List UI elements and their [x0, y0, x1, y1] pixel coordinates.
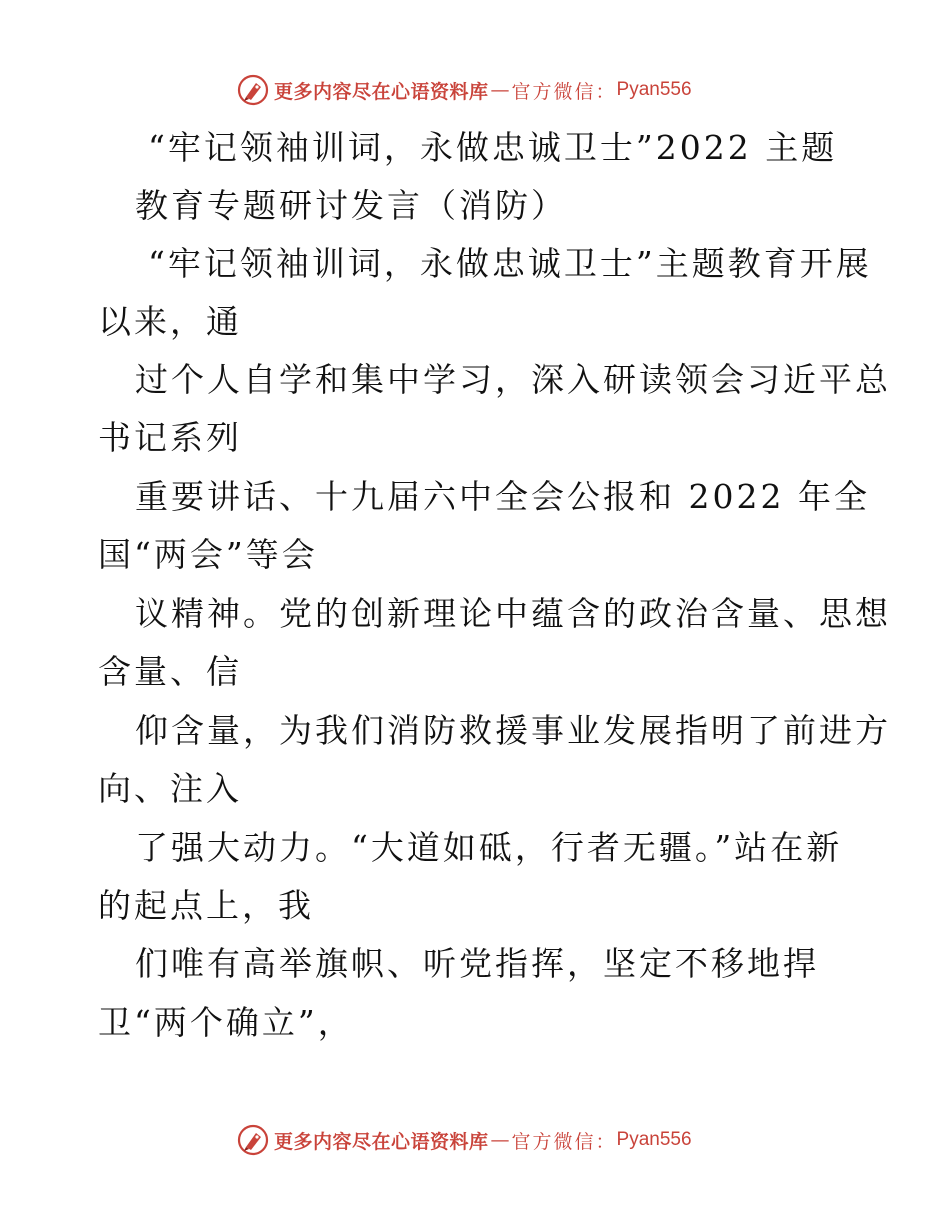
body-line: 的起点上，我	[98, 886, 314, 925]
pen-nib-logo-icon	[236, 73, 270, 107]
watermark-dash: —	[490, 1129, 510, 1151]
document-title-line-2: 教育专题研讨发言（消防）	[135, 186, 567, 225]
pen-nib-logo-icon	[236, 1123, 270, 1157]
body-line: 国“两会”等会	[98, 535, 318, 574]
watermark-wechat-id: Pyan556	[616, 79, 692, 100]
header-watermark	[236, 72, 756, 108]
watermark-wechat-label: 官方微信：	[511, 1130, 617, 1153]
body-line: 们唯有高举旗帜、听党指挥，坚定不移地捍	[135, 944, 819, 983]
body-line: 议精神。党的创新理论中蕴含的政治含量、思想	[135, 594, 891, 633]
body-line: 了强大动力。“大道如砥，行者无疆。”站在新	[135, 828, 843, 867]
body-line: 重要讲话、十九届六中全会公报和 2022 年全	[135, 477, 870, 516]
body-line: 含量、信	[98, 652, 242, 691]
body-line: 书记系列	[98, 418, 242, 457]
watermark-brand: 更多内容尽在心语资料库	[274, 1130, 489, 1153]
document-title-line-1: “牢记领袖训词，永做忠诚卫士”2022 主题	[148, 128, 838, 167]
body-line: 以来，通	[98, 302, 242, 341]
watermark-dash: —	[490, 79, 510, 101]
watermark-brand: 更多内容尽在心语资料库	[274, 80, 489, 103]
body-line: 卫“两个确立”，	[98, 1003, 354, 1042]
body-line: “牢记领袖训词，永做忠诚卫士”主题教育开展	[148, 244, 872, 283]
footer-watermark	[236, 1122, 756, 1158]
body-line: 仰含量，为我们消防救援事业发展指明了前进方	[135, 711, 891, 750]
body-line: 过个人自学和集中学习，深入研读领会习近平总	[135, 360, 891, 399]
watermark-wechat-id: Pyan556	[616, 1129, 692, 1150]
body-line: 向、注入	[98, 769, 242, 808]
watermark-wechat-label: 官方微信：	[511, 80, 617, 103]
